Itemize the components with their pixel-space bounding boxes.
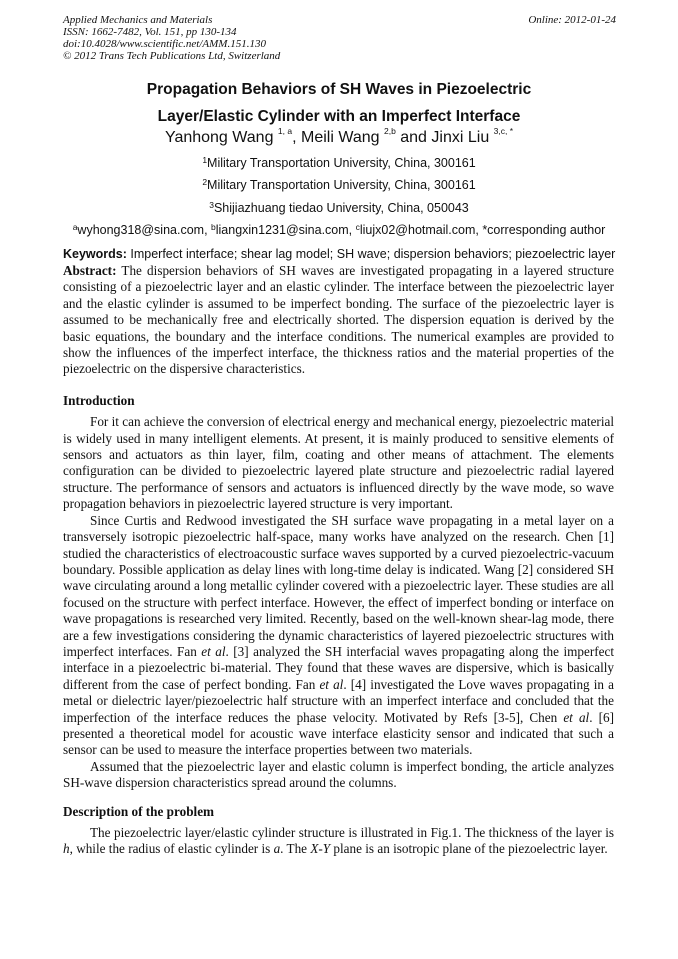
abstract <box>63 263 614 378</box>
email: liangxin1231@sina.com, <box>215 222 356 237</box>
keywords <box>63 247 616 261</box>
text-run: , while the radius of elastic cylinder is <box>69 841 274 857</box>
section-heading: Introduction <box>63 392 135 408</box>
text-run: The piezoelectric layer/elastic cylinder structure is illustrated in Fig.1. The thickness of the layer is <box>90 825 614 840</box>
paragraph <box>63 513 614 759</box>
text-run: . [3] analyzed the SH interfacial waves propagating along the imperfect interface in a piezoelectric bi-material. They found that these waves are dispersive, which is basically different from the case of perfect bonding. Fan <box>63 643 614 692</box>
email: wyhong318@sina.com, <box>77 222 212 237</box>
keywords-label: Keywords: <box>63 247 127 261</box>
italic-text: et al <box>201 643 226 659</box>
author: Yanhong Wang $^{1, a}$ <box>164 126 293 146</box>
email: liujx02@hotmail.com, *corresponding author <box>359 222 606 237</box>
abstract-label: Abstract: <box>63 263 117 278</box>
issn: ISSN: 1662-7482, Vol. 151, pp 130-134 <box>63 26 237 38</box>
text-run: . The <box>280 841 311 857</box>
doi: doi:10.4028/www.scientific.net/AMM.151.130 <box>63 38 266 50</box>
italic-text: h <box>63 841 70 857</box>
italic-text: et al <box>319 676 344 692</box>
affiliations <box>0 152 678 241</box>
emails: $^a$wyhong318@sina.com, $^b$liangxin1231@sina.com, $^c$liujx02@hotmail.com, *corresponding author <box>72 221 606 237</box>
paper-body <box>63 263 614 858</box>
italic-text: a <box>273 841 281 857</box>
paper-title <box>0 76 678 130</box>
author: Meili Wang $^{2,b}$ <box>301 126 396 146</box>
text-run: Assumed that the piezoelectric layer and elastic column is imperfect bonding, the article analyzes SH-wave dispersion characteristics spread around the columns. <box>63 758 614 791</box>
journal-header <box>63 14 616 62</box>
online-date: Online: 2012-01-24 <box>528 14 616 26</box>
text-run: plane is an isotropic plane of the piezoelectric layer. <box>330 841 608 857</box>
abstract-text: The dispersion behaviors of SH waves are investigated propagating in a layered structure consisting of a piezoelectric layer and an elastic cylinder. The interface between the piezoelectric layer and the elastic cylinder is assumed to be imperfect bonding. The surface of the piezoelectric layer is assumed to be mechanically free and electrically shorted. The dispersion equation is derived by the basic equations, the boundary and the interface conditions. The numerical examples are provided to show the influences of the imperfect interface, the thickness ratios and the material properties of the piezoelectric on the dispersive characteristics. <box>63 263 614 377</box>
italic-text: et al <box>563 709 590 725</box>
text-run: For it can achieve the conversion of electrical energy and mechanical energy, piezoelectric material is widely used in many intelligent elements. At present, it is mainly produced to sensitive elements of sensors and actuators as thin layer, film, coating and other means of attachment. The elements configuration can be divided to piezoelectric layered plate structure and piezoelectric radial layered structure. The performance of sensors and actuators is influenced directly by the wave mode, so wave propagation behaviors in piezoelectric layered structure is very important. <box>63 414 614 512</box>
affiliation: $^2$Military Transportation University, China, 300161 <box>202 177 476 193</box>
section-heading: Description of the problem <box>63 803 215 819</box>
text-run: . [4] investigated the Love waves propagating in a metal or dielectric layer/piezoelectric half structure with an imperfect interface and concluded that the imperfection of the interface reduces the phase velocity. Motivated by Refs [3-5], Chen <box>63 676 614 725</box>
affiliation: $^3$Shijiazhuang tiedao University, China, 050043 <box>209 199 469 215</box>
text-run: . [6] presented a theoretical model for acoustic wave interface elasticity sensor and indicated that such a sensor can be used to measure the interface properties between two materials. <box>63 709 614 758</box>
title-line-1: Propagation Behaviors of SH Waves in Piezoelectric <box>146 81 532 98</box>
paragraph <box>63 414 614 512</box>
journal-name: Applied Mechanics and Materials <box>63 14 213 26</box>
text-run: Since Curtis and Redwood investigated the SH surface wave propagating in a metal layer on a transversely isotropic piezoelectric half-space, many works have analyzed on the research. Chen [1] studied the characteristics of electroacoustic surface waves supported by a curved piezoelectric-vacuum boundary. Possible application as delay lines with long-time delay is indicated. Wang [2] considered SH wave circulating around a long metallic cylinder covered with a piezoelectric layer. These studies are all focused on the structure with perfect interface. However, the effect of imperfect bonding or interface on wave propagations is researched very limited. Recently, based on the well-known shear-lag mode, there are a few investigations considering the dynamic characteristics of layered piezoelectric structures with imperfect interfaces. Fan <box>63 512 614 659</box>
italic-text: X-Y <box>310 841 331 857</box>
affiliation: $^1$Military Transportation University, China, 300161 <box>202 155 476 170</box>
paragraph <box>63 825 614 858</box>
paragraph <box>63 759 614 792</box>
authors: Yanhong Wang $^{1, a}$, Meili Wang $^{2,b}$ and Jinxi Liu $^{3,c, *}$ <box>164 126 514 146</box>
title-line-2: Layer/Elastic Cylinder with an Imperfect Interface <box>157 108 521 125</box>
author: Jinxi Liu $^{3,c, *}$ <box>431 126 514 146</box>
keywords-text: Imperfect interface; shear lag model; SH wave; dispersion behaviors; piezoelectric layer <box>126 247 616 261</box>
copyright: © 2012 Trans Tech Publications Ltd, Switzerland <box>63 50 281 62</box>
